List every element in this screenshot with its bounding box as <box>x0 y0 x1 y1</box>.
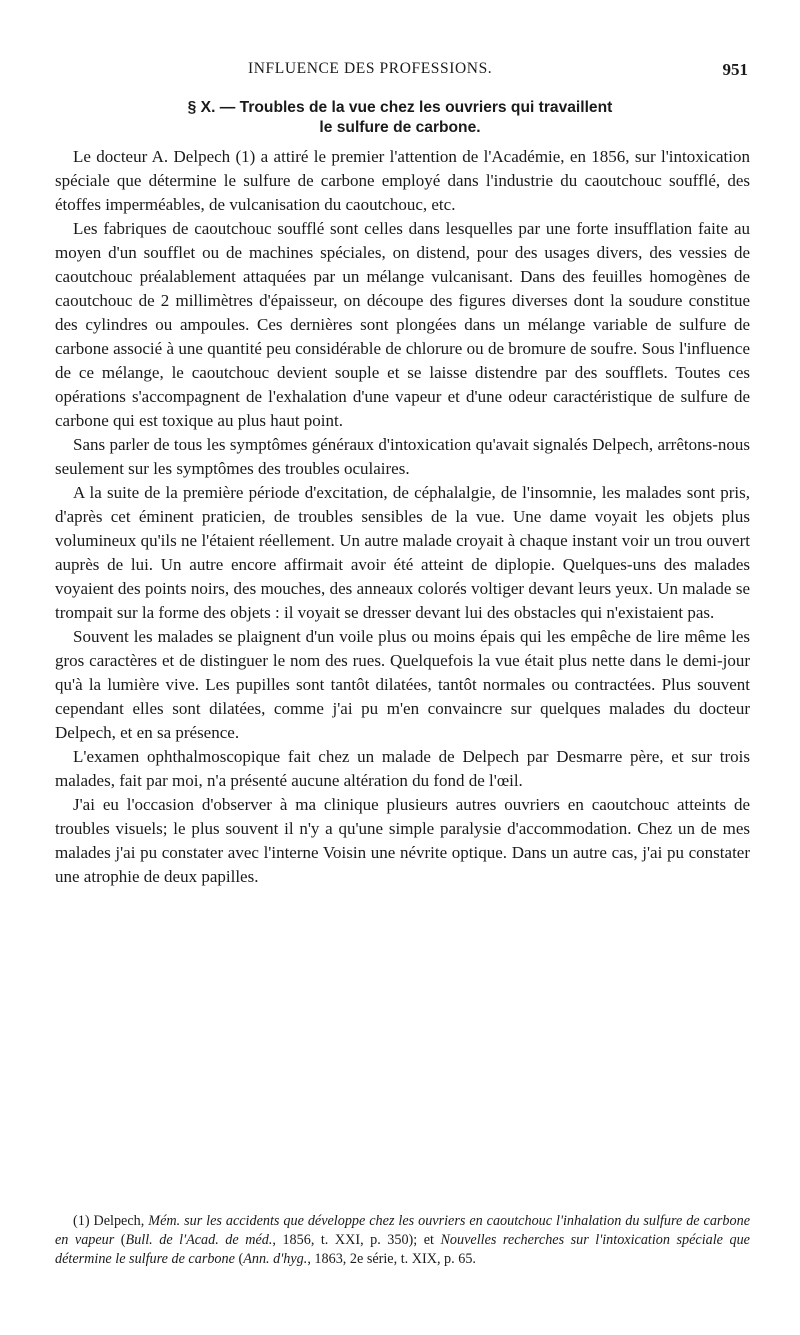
section-heading <box>60 98 740 138</box>
footnote-marker: (1) Delpech, <box>73 1213 149 1229</box>
footnote-ref-2-open: ( <box>234 1251 244 1267</box>
footnote-text <box>55 1212 750 1269</box>
page-number: 951 <box>722 60 748 79</box>
paragraph: Sans parler de tous les symptômes généraux d'intoxication qu'avait signalés Delpech, arrêtons-nous seulement sur les symptômes des troubles oculaires. <box>55 435 750 478</box>
footnote-journal-2: Ann. d'hyg. <box>243 1251 308 1267</box>
running-head <box>248 60 748 84</box>
paragraph: Le docteur A. Delpech (1) a attiré le premier l'attention de l'Académie, en 1856, sur l'intoxication spéciale que détermine le sulfure de carbone employé dans l'industrie du caoutchouc soufflé, des étoffes imperméables, de vulcanisation du caoutchouc, etc. <box>55 147 750 214</box>
section-heading-line-2: le sulfure de carbone. <box>319 119 481 136</box>
footnote-work-1: Mém. sur les accidents que développe chez les ouvriers en caoutchouc l'inhalation du sulfure de carbone en vapeur <box>55 1213 751 1248</box>
body-text <box>55 145 750 889</box>
footnote-journal-1: Bull. de l'Acad. de méd. <box>125 1232 273 1248</box>
footnote-ref-2-rest: , 1863, 2e série, t. XIX, p. 65. <box>307 1251 476 1267</box>
paragraph: Les fabriques de caoutchouc soufflé sont celles dans lesquelles par une forte insufflation faite au moyen d'un soufflet ou de machines spéciales, on distend, pour des usages divers, des vessies de caoutchouc préalablement attaquées par un mélange vulcanisant. Dans des feuilles homogènes de caoutchouc de 2 millimètres d'épaisseur, on découpe des figures diverses dont la soudure constitue des cylindres ou ampoules. Ces dernières sont plongées dans un mélange variable de sulfure de carbone associé à une quantité peu considérable de chlorure ou de bromure de soufre. Sous l'influence de ce mélange, le caoutchouc devient souple et se laisse distendre par des soufflets. Toutes ces opérations s'accompagnent de l'exhalation d'une vapeur et d'une odeur caractéristique de sulfure de carbone qui est toxique au plus haut point. <box>55 219 750 430</box>
footnote-ref-1-rest: , 1856, t. XXI, p. 350); et <box>272 1232 441 1248</box>
running-title: INFLUENCE DES PROFESSIONS. <box>248 60 493 77</box>
footnote-ref-1-open: ( <box>114 1232 126 1248</box>
section-heading-line-1: § X. — Troubles de la vue chez les ouvriers qui travaillent <box>187 99 613 116</box>
paragraph: L'examen ophthalmoscopique fait chez un malade de Delpech par Desmarre père, et sur trois malades, fait par moi, n'a présenté aucune altération du fond de l'œil. <box>55 747 750 790</box>
footnote <box>55 1212 750 1269</box>
paragraph: A la suite de la première période d'excitation, de céphalalgie, de l'insomnie, les malades sont pris, d'après cet éminent praticien, de troubles sensibles de la vue. Une dame voyait les objets plus volumineux qu'ils ne l'étaient réellement. Un autre malade croyait à chaque instant voir un trou ouvert auprès de lui. Un autre encore affirmait avoir été atteint de diplopie. Quelques-uns des malades voyaient des points noirs, des mouches, des anneaux colorés voltiger devant leurs yeux. Un malade se trompait sur la forme des objets : il voyait se dresser devant lui des obstacles qui n'existaient pas. <box>55 483 750 622</box>
footnote-work-2: Nouvelles recherches sur l'intoxication spéciale que détermine le sulfure de carbone <box>55 1232 750 1267</box>
paragraph: J'ai eu l'occasion d'observer à ma clinique plusieurs autres ouvriers en caoutchouc atteints de troubles visuels; le plus souvent il n'y a qu'une simple paralysie d'accommodation. Chez un de mes malades j'ai pu constater avec l'interne Voisin une névrite optique. Dans un autre cas, j'ai pu constater une atrophie de deux papilles. <box>55 795 750 886</box>
paragraph: Souvent les malades se plaignent d'un voile plus ou moins épais qui les empêche de lire même les gros caractères et de distinguer le nom des rues. Quelquefois la vue était plus nette dans le demi-jour qu'à la lumière vive. Les pupilles sont tantôt dilatées, tantôt normales ou contractées. Plus souvent cependant elles sont dilatées, comme j'ai pu m'en convaincre sur quelques malades du docteur Delpech, et en sa présence. <box>55 627 750 742</box>
